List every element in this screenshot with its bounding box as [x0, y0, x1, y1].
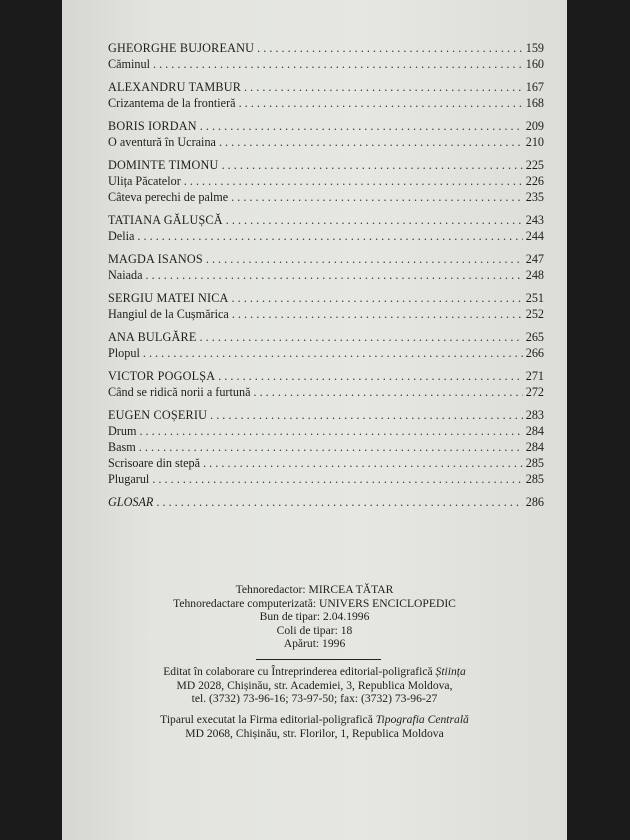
toc-author-entry — [108, 329, 544, 345]
toc-page-number: 286 — [525, 495, 544, 509]
toc-leader-dots — [139, 439, 523, 455]
toc-leader-dots — [206, 251, 523, 267]
toc-entry-title: ANA BULGĂRE — [108, 330, 197, 344]
toc-leader-dots — [137, 228, 522, 244]
toc-work-entry — [108, 267, 544, 283]
credits-published: Apărut: 1996 — [283, 637, 346, 650]
toc-section — [108, 368, 544, 400]
toc-leader-dots — [218, 368, 523, 384]
toc-page-number: 167 — [525, 80, 544, 94]
toc-entry-title: Câteva perechi de palme — [108, 190, 229, 204]
toc-work-entry — [108, 228, 544, 244]
book-page — [62, 0, 567, 840]
toc-leader-dots — [146, 267, 523, 283]
toc-entry-title: GHEORGHE BUJOREANU — [108, 41, 255, 55]
publisher-name: Știința — [435, 665, 466, 678]
toc-page-number: 248 — [525, 268, 544, 282]
toc-author-entry — [108, 368, 544, 384]
toc-leader-dots — [257, 40, 523, 56]
toc-leader-dots — [152, 471, 522, 487]
toc-section — [108, 157, 544, 205]
toc-author-entry — [108, 157, 544, 173]
toc-section — [108, 40, 544, 72]
toc-entry-title: DOMINTE TIMONU — [108, 158, 219, 172]
toc-entry-title: EUGEN COȘERIU — [108, 408, 208, 422]
toc-author-entry — [108, 212, 544, 228]
toc-leader-dots — [203, 455, 523, 471]
toc-entry-title: GLOSAR — [108, 495, 154, 509]
toc-page-number: 225 — [525, 158, 544, 172]
toc-section — [108, 290, 544, 322]
toc-entry-title: Căminul — [108, 57, 150, 71]
toc-leader-dots — [156, 494, 522, 510]
toc-work-entry — [108, 134, 544, 150]
publisher-address: MD 2028, Chișinău, str. Academiei, 3, Republica Moldova, — [176, 678, 453, 692]
toc-entry-title: TATIANA GĂLUȘCĂ — [108, 213, 223, 227]
printer-block — [62, 713, 567, 740]
toc-author-entry — [108, 118, 544, 134]
toc-entry-title: MAGDA ISANOS — [108, 252, 203, 266]
credits-print-approval: Bun de tipar: 2.04.1996 — [259, 610, 370, 623]
publisher-block — [62, 665, 567, 706]
toc-work-entry — [108, 455, 544, 471]
credits-computer-typesetting: Tehnoredactare computerizată: UNIVERS ENCICLOPEDIC — [173, 596, 456, 610]
toc-author-entry — [108, 251, 544, 267]
printer-line-1: Tiparul executat la Firma editorial-poligrafică Tipografia Centrală — [160, 713, 469, 726]
toc-entry-title: SERGIU MATEI NICA — [108, 291, 229, 305]
toc-leader-dots — [232, 290, 523, 306]
toc-entry-title: BORIS IORDAN — [108, 119, 197, 133]
printer-name: Tipografia Centrală — [375, 713, 469, 726]
toc-entry-title: Drum — [108, 424, 137, 438]
toc-leader-dots — [139, 423, 522, 439]
toc-page-number: 235 — [525, 190, 544, 204]
toc-page-number: 266 — [525, 346, 544, 360]
toc-page-number: 159 — [525, 41, 544, 55]
toc-leader-dots — [210, 407, 523, 423]
toc-leader-dots — [200, 118, 523, 134]
table-of-contents — [108, 40, 544, 517]
toc-page-number: 209 — [525, 119, 544, 133]
toc-page-number: 252 — [525, 307, 544, 321]
toc-page-number: 243 — [525, 213, 544, 227]
toc-entry-title: ALEXANDRU TAMBUR — [108, 80, 242, 94]
toc-author-entry — [108, 40, 544, 56]
toc-leader-dots — [222, 157, 523, 173]
toc-leader-dots — [231, 189, 523, 205]
toc-leader-dots — [244, 79, 523, 95]
toc-section — [108, 251, 544, 283]
toc-entry-title: Ulița Păcatelor — [108, 174, 181, 188]
toc-work-entry — [108, 306, 544, 322]
toc-leader-dots — [219, 134, 523, 150]
toc-page-number: 284 — [525, 440, 544, 454]
toc-page-number: 168 — [525, 96, 544, 110]
toc-entry-title: O aventură în Ucraina — [108, 135, 216, 149]
toc-author-entry — [108, 79, 544, 95]
publisher-phone: tel. (3732) 73-96-16; 73-97-50; fax: (3732) 73-96-27 — [191, 692, 438, 705]
toc-leader-dots — [200, 329, 523, 345]
toc-leader-dots — [232, 306, 523, 322]
toc-work-entry — [108, 471, 544, 487]
toc-section — [108, 494, 544, 510]
toc-section — [108, 212, 544, 244]
toc-entry-title: Basm — [108, 440, 136, 454]
toc-leader-dots — [184, 173, 523, 189]
toc-entry-title: Naiada — [108, 268, 143, 282]
toc-author-entry — [108, 407, 544, 423]
toc-work-entry — [108, 56, 544, 72]
toc-section — [108, 329, 544, 361]
toc-entry-title: Scrisoare din stepă — [108, 456, 201, 470]
toc-page-number: 247 — [525, 252, 544, 266]
toc-leader-dots — [143, 345, 523, 361]
toc-leader-dots — [153, 56, 523, 72]
toc-work-entry — [108, 173, 544, 189]
toc-entry-title: Plopul — [108, 346, 140, 360]
toc-page-number: 271 — [525, 369, 544, 383]
toc-page-number: 272 — [525, 385, 544, 399]
toc-entry-title: Hangiul de la Cușmărica — [108, 307, 229, 321]
toc-work-entry — [108, 423, 544, 439]
credits-print-sheets: Coli de tipar: 18 — [276, 623, 353, 637]
toc-entry-title: Crizantema de la frontieră — [108, 96, 236, 110]
toc-leader-dots — [253, 384, 522, 400]
toc-section — [108, 79, 544, 111]
toc-page-number: 210 — [525, 135, 544, 149]
toc-page-number: 285 — [525, 472, 544, 486]
toc-leader-dots — [226, 212, 523, 228]
toc-work-entry — [108, 95, 544, 111]
toc-work-entry — [108, 189, 544, 205]
printer-address: MD 2068, Chișinău, str. Florilor, 1, Republica Moldova — [185, 726, 444, 740]
imprint-divider — [256, 659, 381, 660]
toc-section — [108, 407, 544, 487]
toc-leader-dots — [239, 95, 523, 111]
toc-page-number: 160 — [525, 57, 544, 71]
toc-work-entry — [108, 384, 544, 400]
toc-page-number: 251 — [525, 291, 544, 305]
toc-entry-title: Când se ridică norii a furtună — [108, 385, 251, 399]
toc-page-number: 283 — [525, 408, 544, 422]
toc-page-number: 244 — [525, 229, 544, 243]
toc-glossary-entry — [108, 494, 544, 510]
toc-section — [108, 118, 544, 150]
toc-work-entry — [108, 439, 544, 455]
toc-entry-title: VICTOR POGOLȘA — [108, 369, 216, 383]
toc-entry-title: Delia — [108, 229, 135, 243]
toc-page-number: 284 — [525, 424, 544, 438]
toc-page-number: 285 — [525, 456, 544, 470]
toc-author-entry — [108, 290, 544, 306]
publisher-line-1: Editat în colaborare cu Întreprinderea editorial-poligrafică Știința — [163, 665, 466, 678]
toc-page-number: 265 — [525, 330, 544, 344]
toc-work-entry — [108, 345, 544, 361]
toc-page-number: 226 — [525, 174, 544, 188]
toc-entry-title: Plugarul — [108, 472, 150, 486]
credits-block — [62, 583, 567, 651]
credits-technical-editor: Tehnoredactor: MIRCEA TĂTAR — [235, 583, 394, 596]
